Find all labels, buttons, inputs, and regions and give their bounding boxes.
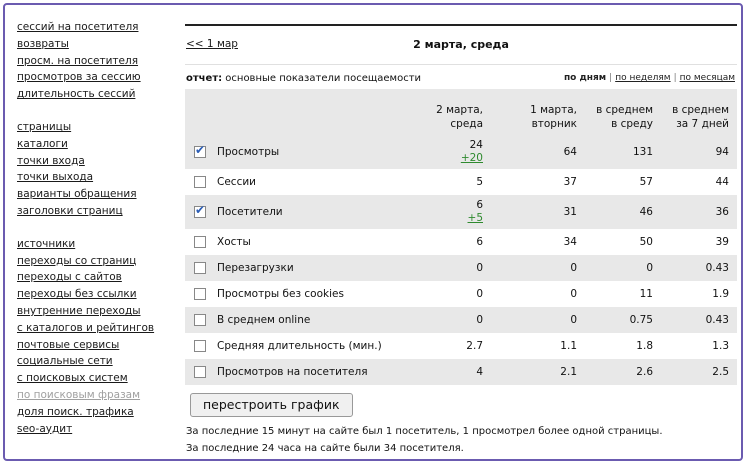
cell-avg-weekday: 131 bbox=[632, 145, 653, 158]
rebuild-chart-button[interactable]: перестроить график bbox=[190, 393, 353, 417]
cell-today bbox=[399, 307, 491, 333]
table-row bbox=[185, 229, 737, 255]
footer-line-24h: За последние 24 часа на сайте были 34 посетителя. bbox=[186, 443, 464, 454]
cell-today bbox=[399, 333, 491, 359]
cell-avg-7days: 1.3 bbox=[712, 339, 729, 352]
period-separator: | bbox=[673, 73, 677, 83]
column-header: 1 марта, вторник bbox=[530, 104, 577, 130]
table-row bbox=[185, 195, 737, 229]
sidebar-item[interactable]: источники bbox=[17, 237, 76, 250]
cell-yesterday: 64 bbox=[563, 145, 577, 158]
cell-today bbox=[399, 169, 491, 195]
cell-today bbox=[399, 135, 491, 169]
date-title: 2 марта, среда bbox=[413, 38, 509, 51]
cell-avg-weekday: 11 bbox=[639, 287, 653, 300]
report-row bbox=[185, 64, 737, 89]
sidebar-group bbox=[17, 19, 177, 103]
metric-name-cell bbox=[185, 169, 399, 195]
sidebar-item[interactable]: внутренние переходы bbox=[17, 304, 141, 317]
table-header-row bbox=[185, 89, 737, 135]
cell-yesterday: 34 bbox=[563, 235, 577, 248]
cell-avg-weekday: 2.6 bbox=[636, 365, 653, 378]
period-weeks-link[interactable]: по неделям bbox=[615, 73, 671, 83]
delta-link[interactable]: +20 bbox=[460, 152, 483, 164]
table-row bbox=[185, 333, 737, 359]
cell-yesterday: 31 bbox=[563, 205, 577, 218]
sidebar-nav bbox=[17, 19, 177, 453]
sidebar-item[interactable]: сессий на посетителя bbox=[17, 21, 139, 33]
metric-name: Средняя длительность (мин.) bbox=[217, 339, 382, 352]
sidebar-group bbox=[17, 119, 177, 220]
metric-checkbox[interactable] bbox=[194, 288, 206, 300]
metric-name: Сессии bbox=[217, 175, 256, 188]
today-value: 6 bbox=[476, 199, 483, 211]
metric-checkbox[interactable] bbox=[194, 143, 206, 158]
footer-info bbox=[186, 423, 663, 457]
metric-name-cell bbox=[185, 307, 399, 333]
sidebar-item[interactable]: социальные сети bbox=[17, 355, 113, 368]
sidebar-item[interactable]: с поисковых систем bbox=[17, 372, 128, 385]
cell-yesterday: 0 bbox=[570, 313, 577, 326]
cell-today bbox=[399, 359, 491, 385]
metric-checkbox[interactable] bbox=[194, 203, 206, 218]
today-value: 0 bbox=[476, 287, 483, 300]
cell-yesterday: 0 bbox=[570, 261, 577, 274]
sidebar-item[interactable]: почтовые сервисы bbox=[17, 338, 120, 351]
sidebar-item[interactable]: доля поиск. трафика bbox=[17, 405, 134, 418]
metric-name: Посетители bbox=[217, 205, 283, 218]
cell-avg-weekday: 46 bbox=[639, 205, 653, 218]
metric-name-cell bbox=[185, 359, 399, 385]
column-header bbox=[185, 89, 399, 135]
cell-avg-weekday: 0 bbox=[646, 261, 653, 274]
today-value: 6 bbox=[476, 235, 483, 248]
sidebar-item[interactable]: точки входа bbox=[17, 154, 85, 167]
cell-yesterday: 37 bbox=[563, 175, 577, 188]
table-row bbox=[185, 255, 737, 281]
metric-checkbox[interactable] bbox=[194, 236, 206, 248]
cell-avg-7days: 1.9 bbox=[712, 287, 729, 300]
today-value: 2.7 bbox=[466, 339, 483, 352]
table-row bbox=[185, 135, 737, 169]
column-header: в среднем в среду bbox=[596, 104, 653, 130]
cell-avg-7days: 94 bbox=[715, 145, 729, 158]
cell-yesterday: 2.1 bbox=[560, 365, 577, 378]
cell-today bbox=[399, 255, 491, 281]
period-switcher bbox=[564, 73, 735, 83]
metric-checkbox[interactable] bbox=[194, 262, 206, 274]
sidebar-item[interactable]: с каталогов и рейтингов bbox=[17, 321, 155, 334]
metric-name-cell bbox=[185, 135, 399, 169]
sidebar-item[interactable]: переходы без ссылки bbox=[17, 288, 137, 301]
prev-day-link[interactable]: << 1 мар bbox=[186, 38, 238, 50]
metric-checkbox[interactable] bbox=[194, 366, 206, 378]
table-row bbox=[185, 281, 737, 307]
table-row bbox=[185, 307, 737, 333]
sidebar-item[interactable]: страницы bbox=[17, 120, 72, 133]
sidebar-item[interactable]: варианты обращения bbox=[17, 188, 137, 201]
period-months-link[interactable]: по месяцам bbox=[679, 73, 735, 83]
cell-avg-7days: 2.5 bbox=[712, 365, 729, 378]
sidebar-item[interactable]: заголовки страниц bbox=[17, 204, 123, 217]
cell-avg-weekday: 0.75 bbox=[629, 313, 653, 326]
metric-name: Просмотры без cookies bbox=[217, 287, 344, 300]
today-value: 0 bbox=[476, 261, 483, 274]
column-header: 2 марта, среда bbox=[436, 104, 483, 130]
report-label-bold: отчет: bbox=[186, 73, 223, 84]
metric-name-cell bbox=[185, 333, 399, 359]
cell-avg-7days: 39 bbox=[715, 235, 729, 248]
delta-link[interactable]: +5 bbox=[467, 212, 483, 224]
stats-table bbox=[185, 89, 737, 385]
sidebar-item[interactable]: длительность сессий bbox=[17, 88, 136, 101]
sidebar-item[interactable]: возвраты bbox=[17, 37, 69, 50]
cell-yesterday: 0 bbox=[570, 287, 577, 300]
sidebar-item[interactable]: переходы с сайтов bbox=[17, 271, 122, 284]
today-value: 0 bbox=[476, 313, 483, 326]
date-navigation bbox=[185, 24, 737, 64]
metric-name-cell bbox=[185, 255, 399, 281]
period-separator: | bbox=[609, 73, 613, 83]
table-row bbox=[185, 359, 737, 385]
metric-name: В среднем online bbox=[217, 313, 311, 326]
checkmark-icon: ✔ bbox=[195, 203, 206, 217]
metric-name: Перезагрузки bbox=[217, 261, 294, 274]
sidebar-item[interactable]: просмотров за сессию bbox=[17, 71, 141, 84]
sidebar-item[interactable]: просм. на посетителя bbox=[17, 54, 139, 67]
report-label-text: основные показатели посещаемости bbox=[222, 73, 422, 84]
today-value: 4 bbox=[476, 365, 483, 378]
metric-name: Просмотры bbox=[217, 145, 280, 158]
period-days-current: по дням bbox=[563, 73, 607, 83]
cell-avg-7days: 44 bbox=[715, 175, 729, 188]
column-header: в среднем за 7 дней bbox=[672, 104, 729, 130]
metric-name: Просмотров на посетителя bbox=[217, 365, 368, 378]
metric-name-cell bbox=[185, 281, 399, 307]
sidebar-group bbox=[17, 236, 177, 438]
metric-checkbox[interactable] bbox=[194, 176, 206, 188]
checkmark-icon: ✔ bbox=[195, 143, 206, 157]
metric-name-cell bbox=[185, 195, 399, 229]
metric-name-cell bbox=[185, 229, 399, 255]
cell-avg-7days: 0.43 bbox=[705, 261, 729, 274]
today-value: 24 bbox=[469, 139, 483, 151]
metric-checkbox[interactable] bbox=[194, 340, 206, 352]
sidebar-item[interactable]: переходы со страниц bbox=[17, 254, 137, 267]
cell-today bbox=[399, 195, 491, 229]
sidebar-item[interactable]: точки выхода bbox=[17, 171, 94, 184]
metric-name: Хосты bbox=[217, 235, 251, 248]
report-panel bbox=[185, 24, 737, 454]
cell-avg-7days: 36 bbox=[715, 205, 729, 218]
sidebar-item[interactable]: seo-аудит bbox=[17, 422, 73, 435]
cell-avg-weekday: 57 bbox=[639, 175, 653, 188]
table-row bbox=[185, 169, 737, 195]
sidebar-item[interactable]: по поисковым фразам bbox=[17, 388, 141, 401]
sidebar-item[interactable]: каталоги bbox=[17, 137, 68, 150]
cell-avg-7days: 0.43 bbox=[705, 313, 729, 326]
cell-yesterday: 1.1 bbox=[560, 339, 577, 352]
cell-today bbox=[399, 229, 491, 255]
page-frame bbox=[3, 3, 743, 461]
report-label bbox=[186, 73, 421, 84]
metric-checkbox[interactable] bbox=[194, 314, 206, 326]
cell-avg-weekday: 1.8 bbox=[636, 339, 653, 352]
cell-today bbox=[399, 281, 491, 307]
cell-avg-weekday: 50 bbox=[639, 235, 653, 248]
today-value: 5 bbox=[476, 175, 483, 188]
footer-line-15min: За последние 15 минут на сайте был 1 посетитель, 1 просмотрел более одной страницы. bbox=[186, 426, 663, 437]
